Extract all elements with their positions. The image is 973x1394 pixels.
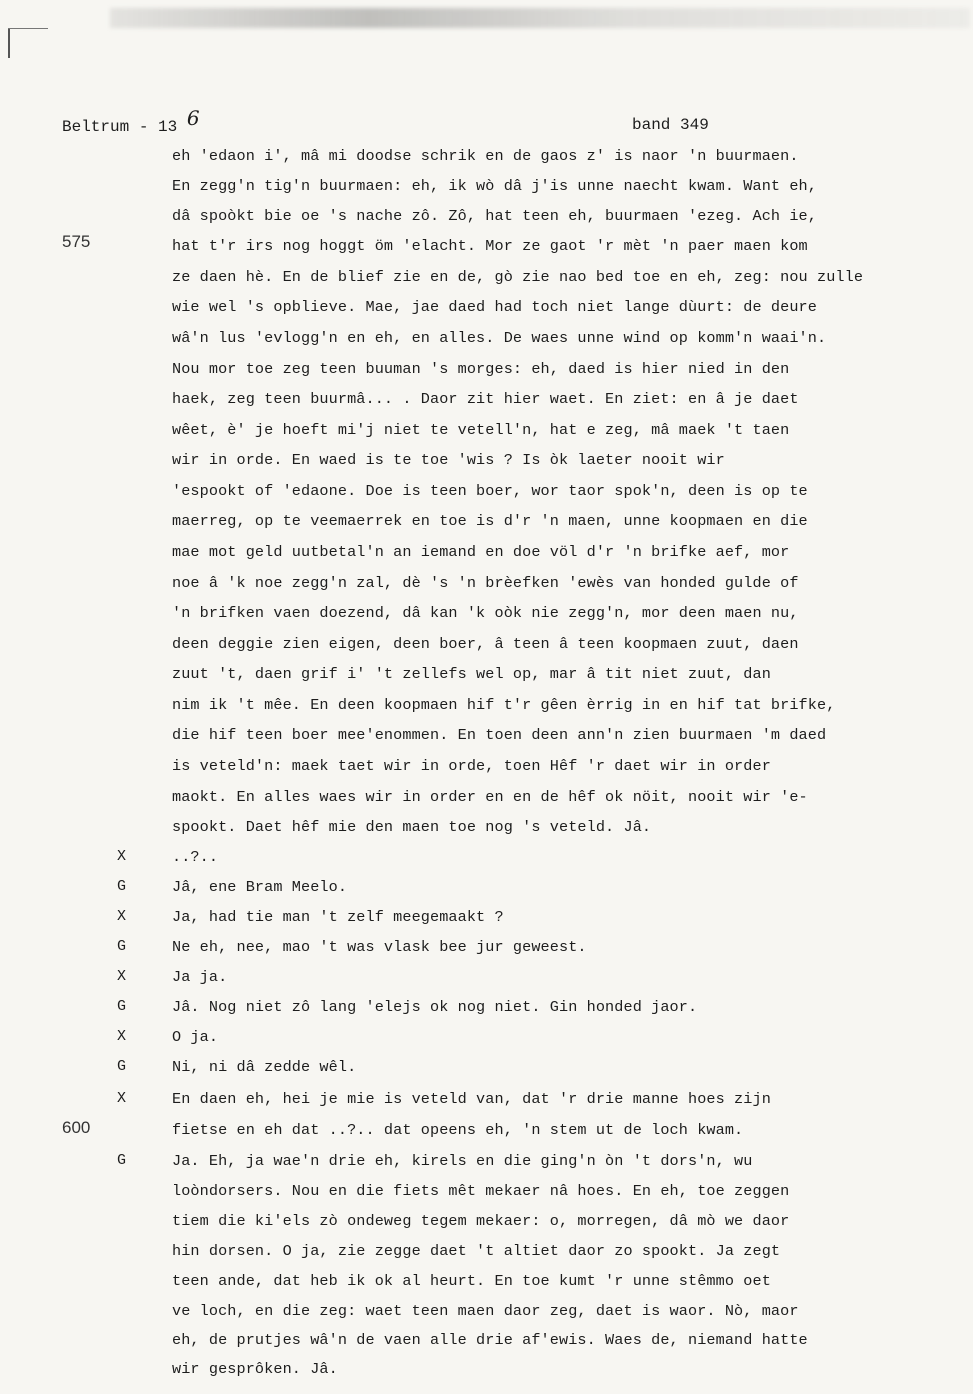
- transcript-line: Ja, had tie man 't zelf meegemaakt ?: [172, 908, 504, 926]
- transcript-line: zuut 't, daen grif i' 't zellefs wel op, mar â tit niet zuut, dan: [172, 665, 771, 683]
- transcript-line: En daen eh, hei je mie is veteld van, dat 'r drie manne hoes zijn: [172, 1090, 771, 1108]
- transcript-line: hin dorsen. O ja, zie zegge daet 't altiet daor zo spookt. Ja zegt: [172, 1242, 781, 1260]
- transcript-line: eh, de prutjes wâ'n de vaen alle drie af'ewis. Waes de, niemand hatte: [172, 1331, 808, 1349]
- line-number-575: 575: [62, 232, 91, 251]
- speaker-label: G: [117, 1152, 127, 1169]
- transcript-line: noe â 'k noe zegg'n zal, dè 's 'n brèefken 'ewès van honded gulde of: [172, 574, 799, 592]
- transcript-line: Jâ, ene Bram Meelo.: [172, 878, 348, 896]
- scan-smudge: [110, 8, 970, 28]
- transcript-line: spookt. Daet hêf mie den maen toe nog 's veteld. Jâ.: [172, 818, 652, 836]
- speaker-label: X: [117, 908, 127, 925]
- transcript-line: maerreg, op te veemaerrek en toe is d'r 'n maen, unne koopmaen en die: [172, 512, 808, 530]
- transcript-line: ..?..: [172, 848, 219, 866]
- transcript-line: teen ande, dat heb ik ok al heurt. En toe kumt 'r unne stêmmo oet: [172, 1272, 771, 1290]
- transcript-line: Jâ. Nog niet zô lang 'elejs ok nog niet. Gin honded jaor.: [172, 998, 698, 1016]
- transcript-line: mae mot geld uutbetal'n an iemand en doe völ d'r 'n brifke aef, mor: [172, 543, 790, 561]
- transcript-line: wir in orde. En waed is te toe 'wis ? Is òk laeter nooit wir: [172, 451, 725, 469]
- transcript-line: nim ik 't mêe. En deen koopmaen hif t'r gêen èrrig in en hif tat brifke,: [172, 696, 836, 714]
- transcript-line: deen deggie zien eigen, deen boer, â teen â teen koopmaen zuut, daen: [172, 635, 799, 653]
- speaker-label: X: [117, 968, 127, 985]
- speaker-label: X: [117, 1028, 127, 1045]
- transcript-line: tiem die ki'els zò ondeweg tegem mekaer: o, morregen, dâ mò we daor: [172, 1212, 790, 1230]
- transcript-line: wie wel 's opblieve. Mae, jae daed had toch niet lange dùurt: de deure: [172, 298, 817, 316]
- transcript-line: eh 'edaon i', mâ mi doodse schrik en de gaos z' is naor 'n buurmaen.: [172, 147, 799, 165]
- transcript-line: dâ spoòkt bie oe 's nache zô. Zô, hat teen eh, buurmaen 'ezeg. Ach ie,: [172, 207, 817, 225]
- line-number-600: 600: [62, 1118, 91, 1137]
- transcript-line: is veteld'n: maek taet wir in orde, toen Hêf 'r daet wir in order: [172, 757, 771, 775]
- transcript-line: ve loch, en die zeg: waet teen maen daor zeg, daet is waor. Nò, maor: [172, 1302, 799, 1320]
- header-handwritten-digit: 6: [186, 106, 200, 130]
- transcript-line: Ne eh, nee, mao 't was vlask bee jur geweest.: [172, 938, 587, 956]
- transcript-line: haek, zeg teen buurmâ... . Daor zit hier waet. En ziet: en â je daet: [172, 390, 799, 408]
- speaker-label: X: [117, 848, 127, 865]
- transcript-line: ze daen hè. En de blief zie en de, gò zie nao bed toe en eh, zeg: nou zulle: [172, 268, 864, 286]
- speaker-label: G: [117, 878, 127, 895]
- transcript-line: En zegg'n tig'n buurmaen: eh, ik wò dâ j'is unne naecht kwam. Want eh,: [172, 177, 817, 195]
- transcript-line: wêet, è' je hoeft mi'j niet te vetell'n, hat e zeg, mâ maek 't taen: [172, 421, 790, 439]
- scan-corner-mark-horizontal: [8, 28, 48, 29]
- speaker-label: G: [117, 998, 127, 1015]
- transcript-line: Ja ja.: [172, 968, 228, 986]
- header-location: Beltrum - 13: [62, 118, 178, 136]
- transcript-line: fietse en eh dat ..?.. dat opeens eh, 'n stem ut de loch kwam.: [172, 1121, 744, 1139]
- transcript-line: Nou mor toe zeg teen buuman 's morges: eh, daed is hier nied in den: [172, 360, 790, 378]
- page-header-tape: band 349: [632, 116, 709, 134]
- transcript-line: 'espookt of 'edaone. Doe is teen boer, wor taor spok'n, deen is op te: [172, 482, 808, 500]
- transcript-line: wir gesprôken. Jâ.: [172, 1360, 338, 1378]
- transcript-line: hat t'r irs nog hoggt öm 'elacht. Mor ze gaot 'r mèt 'n paer maen kom: [172, 237, 808, 255]
- speaker-label: G: [117, 938, 127, 955]
- scan-corner-mark: [8, 28, 10, 58]
- speaker-label: G: [117, 1058, 127, 1075]
- transcript-line: O ja.: [172, 1028, 219, 1046]
- transcript-line: loòndorsers. Nou en die fiets mêt mekaer nâ hoes. En eh, toe zeggen: [172, 1182, 790, 1200]
- speaker-label: X: [117, 1090, 127, 1107]
- transcript-line: wâ'n lus 'evlogg'n en eh, en alles. De waes unne wind op komm'n waai'n.: [172, 329, 827, 347]
- transcript-line: die hif teen boer mee'enommen. En toen deen ann'n zien buurmaen 'm daed: [172, 726, 827, 744]
- transcript-line: maokt. En alles waes wir in order en en de hêf ok nöit, nooit wir 'e-: [172, 788, 808, 806]
- transcript-line: Ja. Eh, ja wae'n drie eh, kirels en die ging'n òn 't dors'n, wu: [172, 1152, 753, 1170]
- page-header-left: [62, 106, 200, 136]
- transcript-line: Ni, ni dâ zedde wêl.: [172, 1058, 357, 1076]
- transcript-line: 'n brifken vaen doezend, dâ kan 'k oòk nie zegg'n, mor deen maen nu,: [172, 604, 799, 622]
